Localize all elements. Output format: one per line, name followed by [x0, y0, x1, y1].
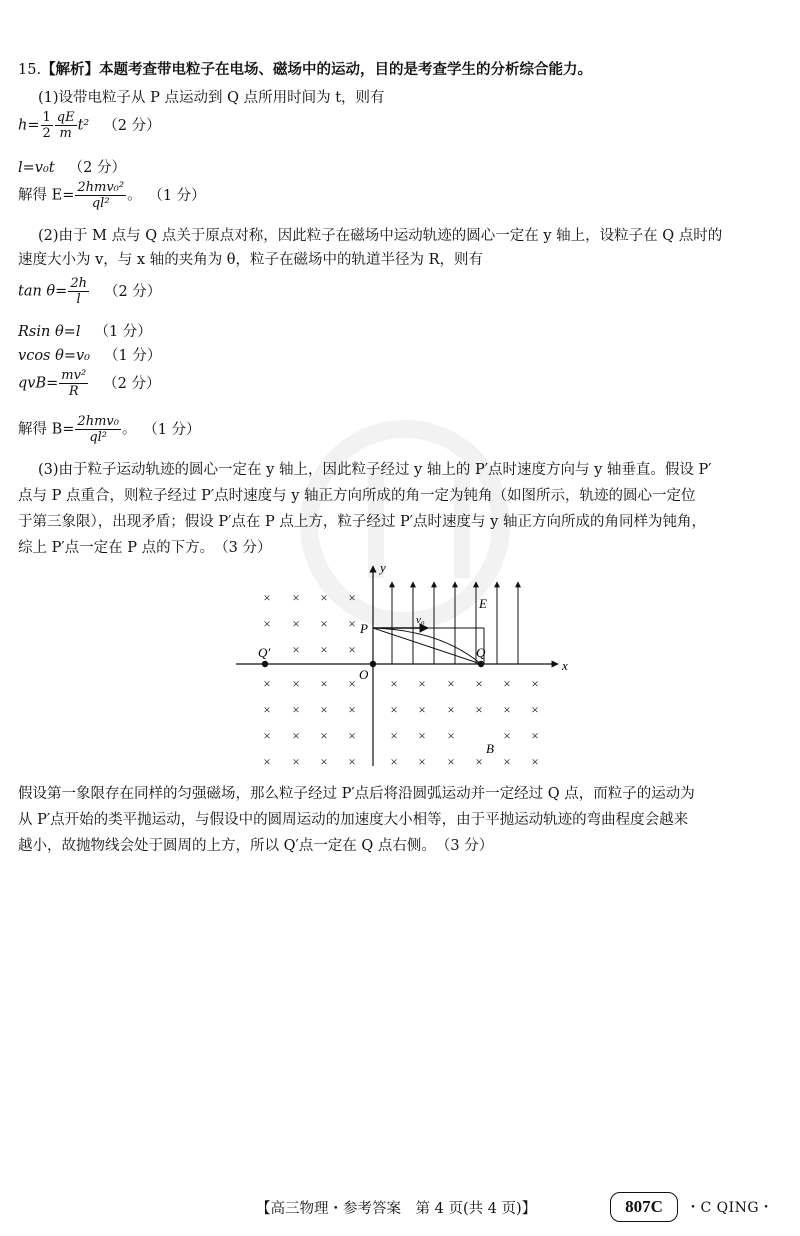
field-cross: × [390, 702, 398, 717]
field-diagram [230, 560, 570, 770]
field-cross: × [348, 590, 356, 605]
part3-line2: 点与 P 点重合，则粒子经过 P′点时速度与 y 轴正方向所成的角一定为钝角（如图所示，轨迹的圆心一定位 [18, 488, 696, 504]
question-number: 15. [18, 62, 42, 78]
field-cross: × [447, 754, 455, 769]
field-cross: × [390, 754, 398, 769]
field-cross: × [475, 676, 483, 691]
label-B: B [486, 741, 494, 756]
field-cross: × [320, 676, 328, 691]
page-footer: 【高三物理・参考答案 第 4 页(共 4 页)】 [256, 1201, 537, 1217]
field-cross: × [320, 702, 328, 717]
field-cross: × [531, 702, 539, 717]
part2-intro-line1: (2)由于 M 点与 Q 点关于原点对称，因此粒子在磁场中运动轨迹的圆心一定在 y 轴上，设粒子在 Q 点时的 [38, 228, 723, 244]
field-cross: × [531, 754, 539, 769]
part4-line3: 越小，故抛物线会处于圆周的上方，所以 Q′点一定在 Q 点右侧。 （3 分） [18, 838, 494, 854]
field-cross: × [418, 702, 426, 717]
field-cross: × [348, 642, 356, 657]
field-cross: × [292, 590, 300, 605]
part3-line3: 于第三象限），出现矛盾；假设 P′点在 P 点上方，粒子经过 P′点时速度与 y 轴正方向所成的角同样为钝角， [18, 514, 706, 530]
field-cross: × [447, 676, 455, 691]
part2-intro-line2: 速度大小为 v，与 x 轴的夹角为 θ，粒子在磁场中的轨道半径为 R，则有 [18, 252, 484, 268]
field-cross: × [320, 616, 328, 631]
part1-intro: (1)设带电粒子从 P 点运动到 Q 点所用时间为 t，则有 [38, 90, 385, 106]
part1-eq2: l=v₀t （2 分） [18, 160, 126, 176]
brand-mark: ・C QING・ [686, 1200, 774, 1216]
field-cross: × [348, 754, 356, 769]
field-cross: × [348, 616, 356, 631]
label-E: E [479, 596, 487, 611]
field-cross: × [292, 702, 300, 717]
field-cross: × [320, 754, 328, 769]
analysis-tag: 【解析】 [41, 61, 100, 78]
field-cross: × [503, 702, 511, 717]
part2-eq2: Rsin θ=l （1 分） [18, 324, 152, 340]
field-cross: × [418, 754, 426, 769]
field-cross: × [503, 754, 511, 769]
part2-eq4: qvB= $\frac{\text{mv²}}{R}$ （2 分） [18, 368, 161, 399]
part2-eq3: vcos θ=v₀ （1 分） [18, 348, 162, 364]
part4-line1: 假设第一象限存在同样的匀强磁场，那么粒子经过 P′点后将沿圆弧运动并一定经过 Q 点，而粒子的运动为 [18, 786, 695, 802]
field-cross: × [348, 676, 356, 691]
label-v0: v₀ [416, 614, 425, 626]
field-cross: × [292, 642, 300, 657]
question-header [18, 60, 592, 80]
part2-eq5: 解得 B= $\frac{\text{2hmv₀}}{\text{ql²}}$ 。 （1 分） [18, 414, 201, 445]
field-cross: × [418, 728, 426, 743]
label-Q-prime: Q′ [258, 645, 271, 660]
field-cross: × [418, 676, 426, 691]
point-Q [478, 661, 484, 667]
part4-line2: 从 P′点开始的类平抛运动，与假设中的圆周运动的加速度大小相等，由于平抛运动轨迹的弯曲程度会越来 [18, 812, 689, 828]
field-cross: × [292, 616, 300, 631]
field-cross: × [390, 676, 398, 691]
point-O [370, 661, 376, 667]
label-O: O [359, 667, 369, 682]
field-cross: × [292, 754, 300, 769]
electric-field-arrows [392, 582, 518, 664]
part3-line4: 综上 P′点一定在 P 点的下方。 （3 分） [18, 540, 272, 556]
field-cross: × [348, 728, 356, 743]
field-cross: × [503, 676, 511, 691]
part3-line1: (3)由于粒子运动轨迹的圆心一定在 y 轴上，因此粒子经过 y 轴上的 P′点时速度方向与 y 轴垂直。假设 P′ [38, 462, 712, 478]
part1-eq3: 解得 E= $\frac{\text{2hmv₀²}}{\text{ql²}}$ 。 （1 分） [18, 180, 206, 211]
field-cross: × [475, 702, 483, 717]
label-Q: Q [476, 645, 486, 660]
field-cross: × [263, 754, 271, 769]
trajectory-lines [373, 628, 484, 664]
field-cross: × [390, 728, 398, 743]
part1-eq1: h= $\frac{1}{2}$ $\frac{qE}{m}$ t² （2 分） [18, 110, 161, 141]
label-y: y [380, 560, 386, 575]
point-Q-prime [262, 661, 268, 667]
field-cross: × [263, 590, 271, 605]
field-cross: × [531, 676, 539, 691]
field-cross: × [292, 676, 300, 691]
field-cross: × [503, 728, 511, 743]
header-text: 本题考查带电粒子在电场、磁场中的运动，目的是考查学生的分析综合能力。 [99, 61, 593, 78]
field-cross: × [320, 642, 328, 657]
field-cross: × [447, 702, 455, 717]
field-cross: × [320, 590, 328, 605]
paper-code: 807C [610, 1192, 678, 1222]
field-cross: × [531, 728, 539, 743]
field-cross: × [348, 702, 356, 717]
field-cross: × [263, 728, 271, 743]
field-cross: × [263, 676, 271, 691]
field-cross: × [475, 754, 483, 769]
field-cross: × [263, 702, 271, 717]
part2-eq1: tan θ= $\frac{2h}{l}$ （2 分） [18, 276, 162, 307]
label-P: P [360, 621, 368, 636]
field-cross: × [447, 728, 455, 743]
field-cross: × [292, 728, 300, 743]
field-cross: × [263, 616, 271, 631]
label-x: x [562, 658, 568, 673]
field-cross: × [320, 728, 328, 743]
